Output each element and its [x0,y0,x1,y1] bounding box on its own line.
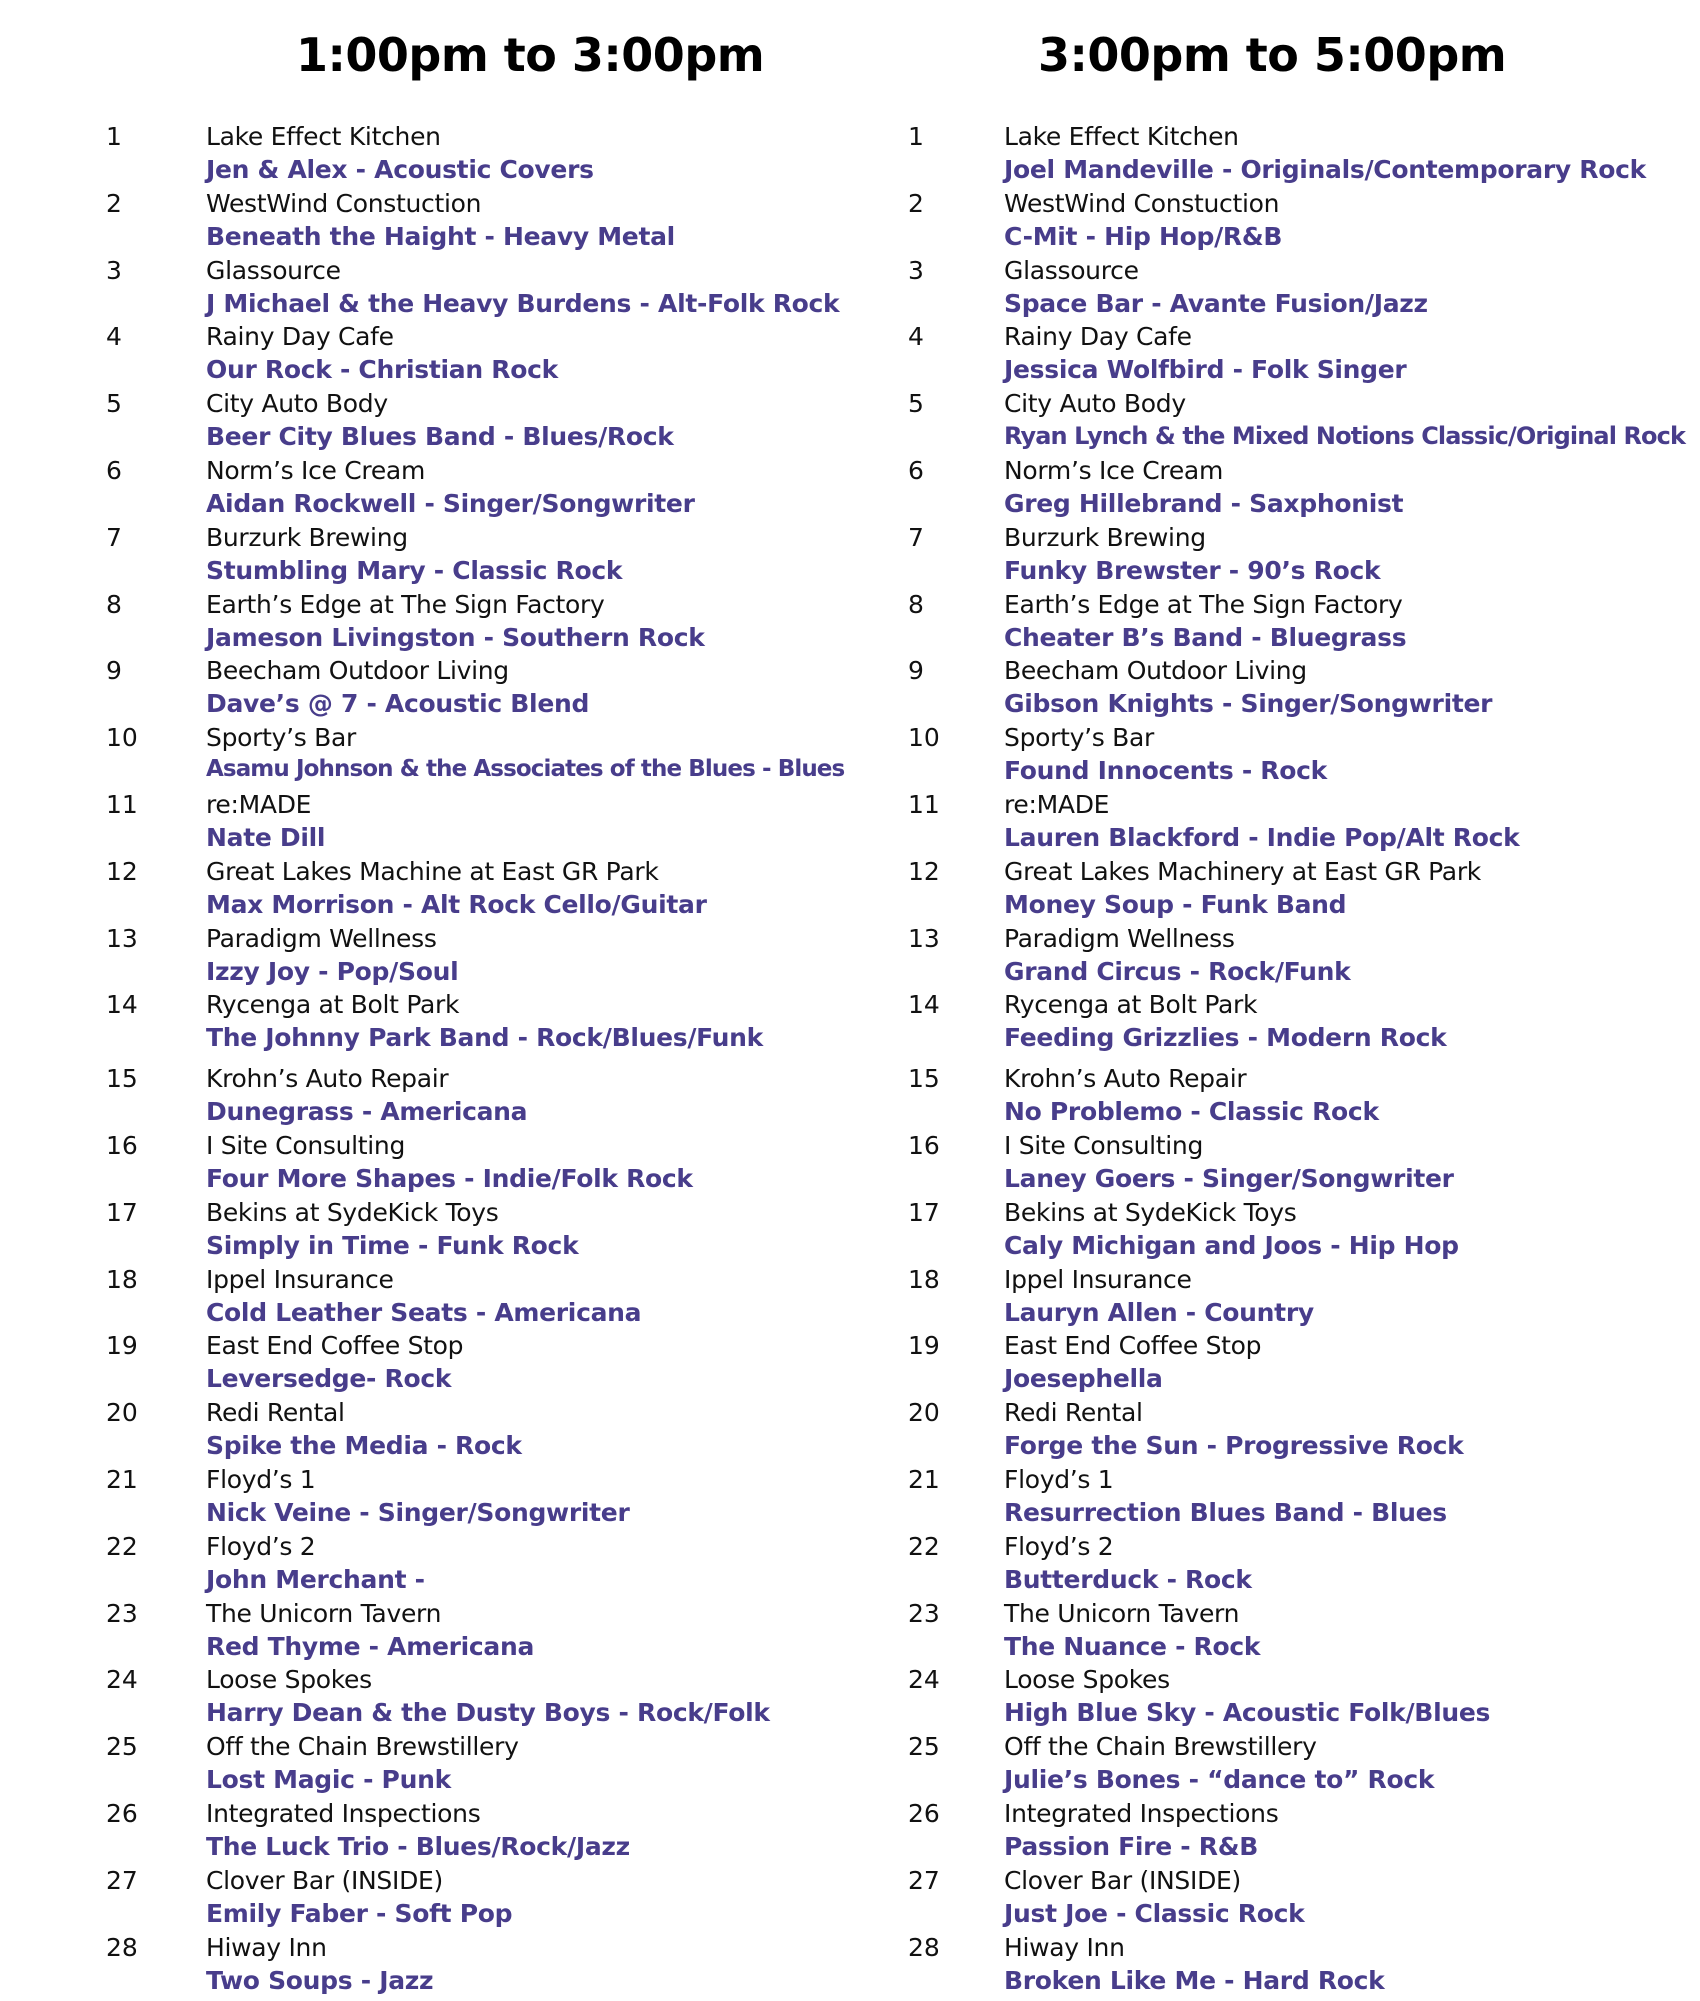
schedule-entry [860,320,1700,387]
venue-number: 9 [908,656,924,686]
venue-name: Hiway Inn [206,1932,327,1962]
venue-number: 3 [908,255,924,285]
venue-number: 26 [908,1798,940,1828]
venue-name: I Site Consulting [1004,1130,1204,1160]
venue-number: 6 [106,455,122,485]
venue-number: 12 [908,856,940,886]
schedule-entry [0,187,860,254]
venue-number: 2 [908,188,924,218]
performer-name: No Problemo - Classic Rock [1004,1097,1379,1127]
venue-number: 26 [106,1798,138,1828]
venue-name: Great Lakes Machinery at East GR Park [1004,856,1481,886]
venue-number: 28 [908,1932,940,1962]
venue-name: Rycenga at Bolt Park [1004,990,1258,1020]
venue-number: 19 [106,1331,138,1361]
venue-name: Floyd’s 1 [1004,1464,1114,1494]
schedule-entry [860,788,1700,855]
performer-name: Grand Circus - Rock/Funk [1004,956,1351,986]
schedule-entry [860,120,1700,187]
venue-name: Integrated Inspections [1004,1798,1279,1828]
venue-name: Off the Chain Brewstillery [1004,1732,1317,1762]
venue-name: Clover Bar (INSIDE) [206,1865,443,1895]
venue-number: 14 [106,990,138,1020]
venue-number: 3 [106,255,122,285]
schedule-entry [860,1263,1700,1330]
performer-name: Greg Hillebrand - Saxphonist [1004,488,1404,518]
performer-name: Emily Faber - Soft Pop [206,1898,513,1928]
venue-number: 18 [908,1264,940,1294]
venue-number: 22 [106,1531,138,1561]
schedule-entry [0,988,860,1055]
venue-number: 2 [106,188,122,218]
schedule-entry [860,1530,1700,1597]
performer-name: Four More Shapes - Indie/Folk Rock [206,1163,693,1193]
performer-name: Joel Mandeville - Originals/Contemporary Rock [1004,155,1646,184]
venue-name: Bekins at SydeKick Toys [1004,1197,1297,1227]
venue-name: Norm’s Ice Cream [206,455,425,485]
schedule-entry [860,1129,1700,1196]
schedule-entry [0,721,860,788]
performer-name: Dave’s @ 7 - Acoustic Blend [206,689,590,719]
venue-number: 10 [106,723,138,753]
schedule-entry [860,1062,1700,1129]
venue-number: 1 [908,122,924,151]
performer-name: Beer City Blues Band - Blues/Rock [206,422,674,452]
performer-name: Simply in Time - Funk Rock [206,1230,579,1260]
schedule-entry [0,1797,860,1864]
schedule-entry [0,320,860,387]
schedule-entry [0,1263,860,1330]
venue-name: Redi Rental [1004,1398,1143,1428]
column-title: 1:00pm to 3:00pm [296,28,765,82]
venue-name: Glassource [1004,255,1139,285]
performer-name: Aidan Rockwell - Singer/Songwriter [206,488,695,518]
performer-name: Lauren Blackford - Indie Pop/Alt Rock [1004,822,1520,852]
venue-number: 14 [908,990,940,1020]
venue-name: Floyd’s 2 [206,1531,316,1561]
venue-number: 11 [106,789,138,819]
schedule-entry [0,1396,860,1463]
venue-name: Lake Effect Kitchen [206,122,441,151]
venue-name: The Unicorn Tavern [1004,1598,1240,1628]
venue-name: Rainy Day Cafe [1004,322,1192,352]
venue-number: 25 [106,1732,138,1762]
venue-name: Redi Rental [206,1398,345,1428]
performer-name: Passion Fire - R&B [1004,1831,1258,1861]
venue-number: 25 [908,1732,940,1762]
venue-number: 5 [106,389,122,419]
schedule-entry [0,654,860,721]
venue-name: Loose Spokes [206,1665,372,1695]
venue-name: re:MADE [1004,789,1110,819]
schedule-entry [0,922,860,989]
performer-name: Nick Veine - Singer/Songwriter [206,1497,630,1527]
schedule-entry [860,187,1700,254]
performance-list [860,120,1700,1995]
performer-name: Izzy Joy - Pop/Soul [206,956,459,986]
venue-number: 8 [908,589,924,619]
schedule-entry [860,1797,1700,1864]
performer-name: Space Bar - Avante Fusion/Jazz [1004,288,1428,318]
performer-name: Cheater B’s Band - Bluegrass [1004,622,1407,652]
venue-number: 22 [908,1531,940,1561]
performer-name: Found Innocents - Rock [1004,756,1327,786]
schedule-entry [860,1597,1700,1664]
performer-name: The Nuance - Rock [1004,1631,1261,1661]
performer-name: Forge the Sun - Progressive Rock [1004,1431,1464,1461]
schedule-entry [0,588,860,655]
venue-number: 18 [106,1264,138,1294]
schedule-entry [0,1663,860,1730]
venue-name: Earth’s Edge at The Sign Factory [206,589,605,619]
schedule-entry [860,254,1700,321]
performer-name: Red Thyme - Americana [206,1631,535,1661]
schedule-entry [0,521,860,588]
performer-name: Leversedge- Rock [206,1364,452,1394]
performer-name: Lauryn Allen - Country [1004,1297,1314,1327]
venue-number: 6 [908,455,924,485]
venue-name: Floyd’s 2 [1004,1531,1114,1561]
venue-number: 11 [908,789,940,819]
schedule-entry [860,1196,1700,1263]
venue-name: Burzurk Brewing [206,522,408,552]
performer-name: Funky Brewster - 90’s Rock [1004,555,1381,585]
schedule-entry [0,1329,860,1396]
venue-number: 7 [908,522,924,552]
schedule-entry [860,922,1700,989]
performer-name: Caly Michigan and Joos - Hip Hop [1004,1230,1459,1260]
performer-name: Jameson Livingston - Southern Rock [206,622,705,652]
performer-name: Two Soups - Jazz [206,1965,434,1995]
schedule-entry [860,721,1700,788]
performer-name: High Blue Sky - Acoustic Folk/Blues [1004,1698,1491,1728]
venue-name: Rycenga at Bolt Park [206,990,460,1020]
venue-name: Krohn’s Auto Repair [1004,1064,1247,1094]
performer-name: Max Morrison - Alt Rock Cello/Guitar [206,889,707,919]
venue-name: WestWind Constuction [206,188,482,218]
venue-name: Beecham Outdoor Living [206,656,509,686]
schedule-entry [860,1864,1700,1931]
venue-number: 4 [908,322,924,352]
performer-name: Just Joe - Classic Rock [1004,1898,1305,1928]
venue-name: Lake Effect Kitchen [1004,122,1239,151]
venue-name: Paradigm Wellness [206,923,437,953]
performer-name: Gibson Knights - Singer/Songwriter [1004,689,1493,719]
venue-name: City Auto Body [206,389,388,419]
venue-number: 13 [106,923,138,953]
schedule-entry [860,1663,1700,1730]
performer-name: John Merchant - [206,1564,425,1594]
venue-number: 15 [908,1064,940,1094]
venue-name: Rainy Day Cafe [206,322,394,352]
venue-number: 4 [106,322,122,352]
schedule-entry [860,588,1700,655]
schedule-entry [0,1864,860,1931]
venue-name: East End Coffee Stop [1004,1331,1262,1361]
schedule-entry [0,120,860,187]
performer-name: Nate Dill [206,822,326,852]
schedule-entry [860,1730,1700,1797]
schedule-entry [860,654,1700,721]
venue-name: Off the Chain Brewstillery [206,1732,519,1762]
performer-name: Asamu Johnson & the Associates of the Blues - Blues [206,756,845,783]
performer-name: Spike the Media - Rock [206,1431,522,1461]
schedule-entry [860,454,1700,521]
venue-number: 16 [106,1130,138,1160]
venue-number: 10 [908,723,940,753]
schedule-entry [0,788,860,855]
venue-number: 17 [908,1197,940,1227]
venue-number: 21 [106,1464,138,1494]
venue-number: 28 [106,1932,138,1962]
performer-name: The Johnny Park Band - Rock/Blues/Funk [206,1023,764,1053]
venue-name: Earth’s Edge at The Sign Factory [1004,589,1403,619]
performer-name: Julie’s Bones - “dance to” Rock [1004,1765,1435,1795]
performer-name: Stumbling Mary - Classic Rock [206,555,623,585]
performer-name: C-Mit - Hip Hop/R&B [1004,221,1283,251]
schedule-entry [0,1129,860,1196]
venue-name: Loose Spokes [1004,1665,1170,1695]
performer-name: Butterduck - Rock [1004,1564,1252,1594]
schedule-entry [860,988,1700,1055]
performer-name: Harry Dean & the Dusty Boys - Rock/Folk [206,1698,770,1728]
venue-name: Burzurk Brewing [1004,522,1206,552]
venue-number: 15 [106,1064,138,1094]
venue-number: 23 [106,1598,138,1628]
performer-name: Cold Leather Seats - Americana [206,1297,642,1327]
venue-number: 24 [106,1665,138,1695]
schedule-entry [0,387,860,454]
venue-number: 12 [106,856,138,886]
venue-name: Sporty’s Bar [1004,723,1154,753]
performer-name: Resurrection Blues Band - Blues [1004,1497,1447,1527]
schedule-entry [860,521,1700,588]
venue-name: The Unicorn Tavern [206,1598,442,1628]
venue-number: 9 [106,656,122,686]
performer-name: Money Soup - Funk Band [1004,889,1347,919]
performer-name: Jessica Wolfbird - Folk Singer [1004,355,1407,385]
performer-name: Broken Like Me - Hard Rock [1004,1965,1385,1995]
venue-name: Ippel Insurance [206,1264,394,1294]
performer-name: Jen & Alex - Acoustic Covers [206,155,594,184]
performance-list [0,120,860,1995]
venue-number: 5 [908,389,924,419]
venue-number: 7 [106,522,122,552]
venue-name: Hiway Inn [1004,1932,1125,1962]
venue-name: Norm’s Ice Cream [1004,455,1223,485]
venue-name: Glassource [206,255,341,285]
schedule-entry [0,1196,860,1263]
venue-number: 20 [908,1398,940,1428]
venue-number: 8 [106,589,122,619]
schedule-entry [860,855,1700,922]
venue-name: Paradigm Wellness [1004,923,1235,953]
venue-name: Beecham Outdoor Living [1004,656,1307,686]
venue-number: 17 [106,1197,138,1227]
venue-name: Integrated Inspections [206,1798,481,1828]
venue-name: Krohn’s Auto Repair [206,1064,449,1094]
schedule-entry [0,1463,860,1530]
venue-number: 23 [908,1598,940,1628]
schedule-entry [860,1463,1700,1530]
venue-number: 21 [908,1464,940,1494]
venue-name: East End Coffee Stop [206,1331,464,1361]
schedule-entry [860,1329,1700,1396]
venue-number: 13 [908,923,940,953]
schedule-entry [860,387,1700,454]
venue-number: 27 [106,1865,138,1895]
schedule-entry [0,1597,860,1664]
venue-number: 16 [908,1130,940,1160]
venue-name: City Auto Body [1004,389,1186,419]
performer-name: Lost Magic - Punk [206,1765,451,1795]
performer-name: Beneath the Haight - Heavy Metal [206,221,675,251]
venue-name: I Site Consulting [206,1130,406,1160]
venue-name: Clover Bar (INSIDE) [1004,1865,1241,1895]
performer-name: Joesephella [1004,1364,1163,1394]
venue-name: Bekins at SydeKick Toys [206,1197,499,1227]
schedule-entry [0,1530,860,1597]
performer-name: The Luck Trio - Blues/Rock/Jazz [206,1831,630,1861]
schedule-entry [860,1396,1700,1463]
schedule-entry [0,1062,860,1129]
venue-number: 1 [106,122,122,151]
performer-name: Dunegrass - Americana [206,1097,528,1127]
performer-name: Laney Goers - Singer/Songwriter [1004,1163,1454,1193]
schedule-entry [0,454,860,521]
performer-name: J Michael & the Heavy Burdens - Alt-Folk Rock [206,288,840,318]
performer-name: Ryan Lynch & the Mixed Notions Classic/Original Rock [1004,422,1686,451]
venue-number: 24 [908,1665,940,1695]
schedule-entry [0,1730,860,1797]
venue-number: 20 [106,1398,138,1428]
venue-name: Great Lakes Machine at East GR Park [206,856,659,886]
venue-number: 19 [908,1331,940,1361]
schedule-entry [0,1931,860,1998]
venue-name: Sporty’s Bar [206,723,356,753]
venue-name: Ippel Insurance [1004,1264,1192,1294]
column-title: 3:00pm to 5:00pm [1038,28,1507,82]
venue-name: WestWind Constuction [1004,188,1280,218]
venue-name: Floyd’s 1 [206,1464,316,1494]
schedule-entry [0,254,860,321]
schedule-entry [0,855,860,922]
performer-name: Our Rock - Christian Rock [206,355,558,385]
performer-name: Feeding Grizzlies - Modern Rock [1004,1023,1447,1053]
schedule-entry [860,1931,1700,1998]
venue-number: 27 [908,1865,940,1895]
venue-name: re:MADE [206,789,312,819]
